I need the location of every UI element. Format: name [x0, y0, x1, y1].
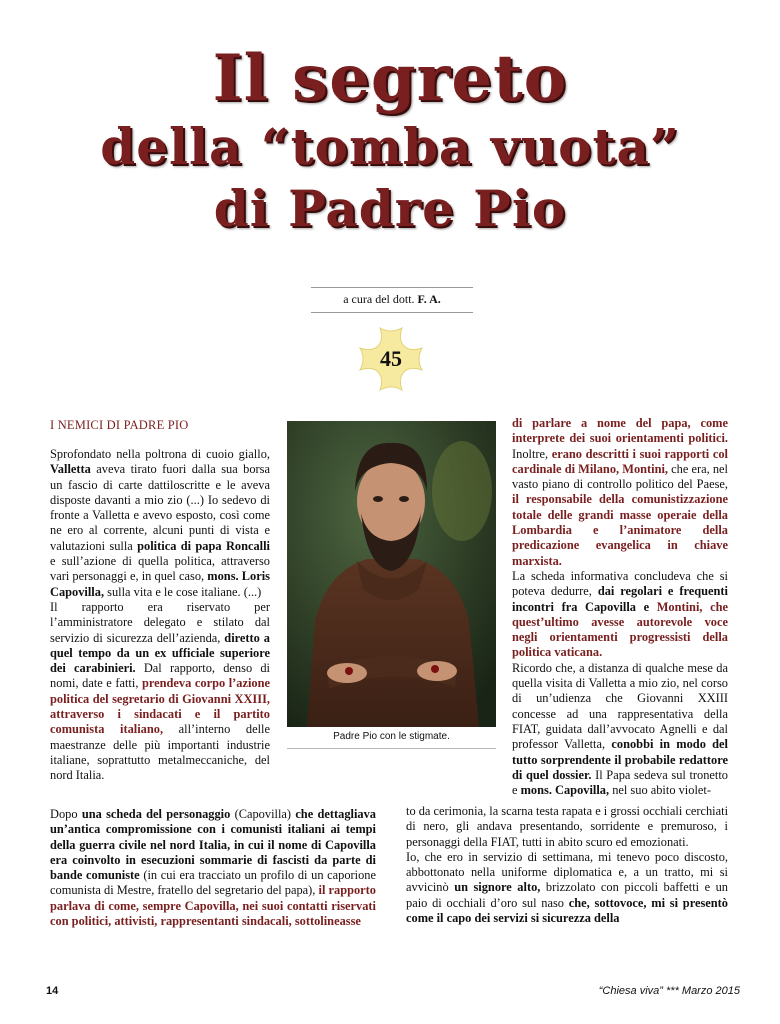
text-run: mons. Loris Capovilla,	[50, 569, 270, 599]
text-run: to da cerimonia, la scarna testa rapata e i grossi occhiali cerchiati di nero, gli andava presentando, sorridente e premuroso, i personaggi della FIAT, tutti in abito scuro ed emozionati.	[406, 804, 729, 849]
text-run: Dal rapporto, denso di nomi, date e fatti,	[50, 661, 270, 691]
byline	[311, 287, 473, 313]
text-run: erano descritti i suoi rapporti col cardinale di Milano, Montini,	[512, 446, 728, 476]
text-run: (Capovilla)	[230, 807, 296, 821]
section-heading: I NEMICI DI PADRE PIO	[50, 418, 189, 432]
text-run: che, sottovoce, mi si presentò come il capo dei servizi si sicurezza della	[406, 895, 728, 926]
text-run: La scheda informativa concludeva che si poteva dedurre,	[512, 568, 728, 599]
column-1-top	[50, 447, 270, 784]
text-run: di parlare a nome del papa, come interprete dei suoi orientamenti politici.	[512, 416, 728, 446]
text-run: e sull’azione di quella politica, attraverso vari personaggi e, in quel caso,	[50, 554, 270, 584]
text-run: Valletta	[50, 462, 91, 477]
text-run: Inoltre,	[512, 446, 552, 461]
text-run: mons. Capovilla,	[520, 783, 610, 798]
photo-caption: Padre Pio con le stigmate.	[333, 731, 450, 742]
byline-prefix: a cura del dott.	[343, 292, 418, 306]
text-run: (in cui era tracciato un profilo di un caporione comunista di Mestre, fratello del segretario del papa),	[50, 868, 376, 898]
column-2-top	[512, 416, 728, 798]
text-run: che era, nel vasto piano di controllo politico del Paese,	[512, 461, 728, 492]
text-run: prendeva corpo l’azione politica del segretario di Giovanni XXIII, attraverso i sindacati e il partito comunista italiano,	[50, 676, 271, 737]
col1b-paragraph	[50, 807, 376, 929]
issue-number: 45	[380, 346, 402, 371]
text-run: il rapporto parlava di come, sempre Capovilla, nei suoi contatti riservati con politici, attivisti, rappresentanti sindacali, sottolineasse	[50, 883, 376, 929]
page-number: 14	[46, 985, 59, 997]
col2b-paragraph	[406, 804, 728, 850]
padre-pio-portrait	[287, 421, 496, 727]
text-run: conobbi in modo del tutto sorprendente il probabile redattore di quel dossier.	[512, 737, 728, 782]
text-run: il responsabile della comunistizzazione totale delle grandi masse operaie della Lombardia e l’animatore della predicazione evangelica in chiave marxista.	[512, 492, 728, 568]
byline-author: F. A.	[417, 292, 441, 306]
title-line-1: Il segreto	[212, 41, 568, 116]
col2-paragraph	[512, 569, 728, 661]
text-run: dai regolari e frequenti incontri fra Capovilla e	[512, 584, 728, 614]
text-run: un signore alto,	[454, 880, 541, 895]
column-1-bottom	[50, 807, 376, 929]
title-line-2: della “tomba vuota”	[100, 117, 680, 176]
text-run: all’interno delle maestranze delle più importanti industrie italiane, soprattutto metalmeccaniche, del nord Italia.	[50, 722, 270, 783]
text-run: Il rapporto era riservato per l’amministratore delegato e stilato dal servizio di sicurezza dell’azienda,	[50, 599, 270, 645]
text-run: Io, che ero in servizio di settimana, mi tenevo poco discosto, abbottonato nella uniforme diplomatica e, a un tratto, mi si avvicinò	[406, 849, 728, 895]
byline-text	[311, 288, 473, 312]
text-run: brizzolato con piccoli baffetti e un paio di occhiali d’oro sul naso	[406, 880, 729, 910]
text-run: sulla vita e le cose italiane. (...)	[104, 584, 262, 599]
text-run: che dettagliava un’antica compromissione con i comunisti italiani ai tempi della guerra civile nel nord Italia, in cui il nome di Capovilla era coinvolto in esecuzioni sommarie di fascisti da parte di bande comuniste	[50, 807, 376, 883]
publication-footer: “Chiesa viva” *** Marzo 2015	[598, 985, 740, 997]
text-run: aveva tirato fuori dalla sua borsa un fascio di carte dattiloscritte e le aveva disposte davanti a mio zio (...) Io sedevo di fronte a Valletta e avevo esposto, così come ne ero al corrente, alcuni punti di vista e valutazioni sulla	[50, 462, 270, 553]
article-title	[0, 42, 780, 240]
text-run: politica di papa Roncalli	[137, 538, 270, 553]
col2b-paragraph	[406, 850, 728, 926]
col2-paragraph	[512, 661, 728, 799]
col1-paragraph	[50, 600, 270, 784]
col1-paragraph	[50, 447, 270, 600]
text-run: Montini, che quest’ultimo avesse autorevole voce negli orientamenti progressisti della politica vaticana.	[512, 599, 728, 660]
text-run: Ricordo che, a distanza di qualche mese da quella visita di Valletta a mio zio, nel corso di un’udienza che Giovanni XXIII concesse ad una rappresentativa della FIAT, guidata dall’avvocato Agnelli e dal professor Valletta,	[512, 660, 728, 752]
caption-rule	[287, 748, 496, 749]
column-2-bottom	[406, 804, 728, 926]
portrait-photo	[287, 421, 496, 727]
text-run: diretto a quel tempo da un ex ufficiale superiore dei carabinieri.	[50, 630, 270, 676]
title-line-3: di Padre Pio	[213, 179, 567, 238]
byline-bottom-rule	[311, 312, 473, 313]
text-run: Il Papa sedeva sul tronetto e	[512, 767, 729, 798]
text-run: Sprofondato nella poltrona di cuoio giallo,	[50, 447, 270, 461]
text-run: nel suo abito violet-	[609, 783, 711, 798]
col2-paragraph	[512, 416, 728, 569]
issue-badge	[358, 326, 424, 392]
text-run: una scheda del personaggio	[81, 807, 231, 821]
text-run: Dopo	[50, 807, 82, 821]
